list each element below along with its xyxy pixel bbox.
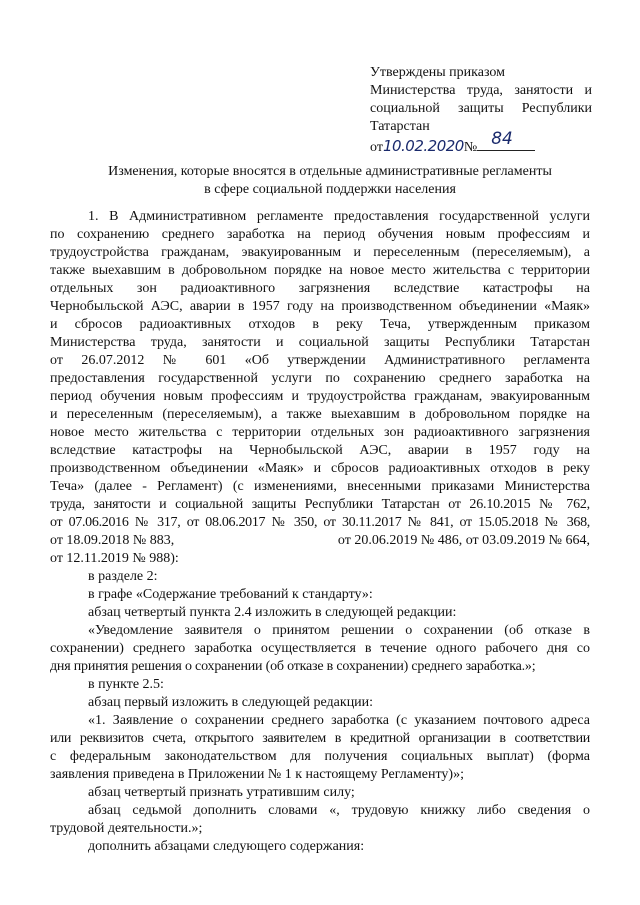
body-line	[50, 262, 590, 280]
body-line	[50, 532, 590, 550]
body-line-text: Теча» (далее - Регламент) (с изменениями, внесенными приказами Министерства	[50, 479, 590, 494]
body-line	[50, 460, 590, 478]
body-line-text: и переселенным (переселяемым), а также выехавшим в добровольном порядке на	[50, 407, 590, 422]
handwritten-number: 84	[491, 129, 513, 149]
body-line-text: от 07.06.2016 № 317, от 08.06.2017 № 350, от 30.11.2017 № 841, от 15.05.2018 № 368,	[50, 515, 590, 530]
body-line	[50, 730, 590, 748]
body-line-text: с федеральным законодательством для получения социальных выплат) (форма	[50, 749, 590, 764]
body-line-text: Министерства труда, занятости и социальной защиты Республики Татарстан	[50, 335, 590, 350]
body-line	[50, 442, 590, 460]
body-line	[50, 406, 590, 424]
body-line-text: период обучения новым профессиям и трудоустройства гражданам, эвакуированным	[50, 389, 590, 404]
body-line: в разделе 2:	[88, 569, 158, 584]
body-line-text: трудоустройства гражданам, эвакуированным и переселенным (переселяемым), а	[50, 245, 590, 260]
body-line: заявления приведена в Приложении № 1 к настоящему Регламенту)»;	[50, 767, 464, 782]
title-line: Изменения, которые вносятся в отдельные административные регламенты	[108, 164, 552, 179]
body-line: трудовой деятельности.»;	[50, 821, 203, 836]
approval-line	[370, 100, 592, 118]
body-line	[50, 424, 590, 442]
body-line	[50, 244, 590, 262]
body-line-text: абзац седьмой дополнить словами «, трудовую книжку либо сведения о	[88, 803, 590, 818]
body-line	[50, 748, 590, 766]
body-line	[50, 622, 590, 640]
body-line-text: также выехавшим в добровольном порядке на новое место жительства с территории	[50, 263, 590, 278]
body-line-text: от 26.07.2012 № 601 «Об утверждении Административного регламента	[50, 353, 590, 368]
body-line-text: новое место жительства с территории отдельных зон радиоактивного загрязнения	[50, 425, 590, 440]
body-line	[50, 496, 590, 514]
approval-line-text: Министерства труда, занятости и	[370, 83, 592, 98]
body-line-text: предоставления государственной услуги по сохранению среднего заработка на	[50, 371, 590, 386]
body-line	[50, 280, 590, 298]
body-line-text: «Уведомление заявителя о принятом решении о сохранении (об отказе в	[88, 623, 590, 638]
body-line	[50, 316, 590, 334]
body-line	[50, 478, 590, 496]
approval-line	[370, 82, 592, 100]
body-line	[50, 334, 590, 352]
approval-date-line	[370, 129, 592, 157]
body-line-text: «1. Заявление о сохранении среднего заработка (с указанием почтового адреса	[88, 713, 590, 728]
body-line: дня принятия решения о сохранении (об отказе в сохранении) среднего заработка.»;	[50, 659, 536, 674]
from-label: от	[370, 140, 383, 155]
body-line: абзац первый изложить в следующей редакции:	[88, 695, 374, 710]
body-line	[50, 298, 590, 316]
body-line-text: производственном объединении «Маяк» и сбросов радиоактивных отходов в реку	[50, 461, 590, 476]
body-line-text: по сохранению среднего заработка на период обучения новым профессиям и	[50, 227, 590, 242]
approval-line-text: социальной защиты Республики	[370, 101, 592, 116]
body-line-text: от 18.09.2018 № 883,	[50, 533, 175, 548]
body-line: от 12.11.2019 № 988):	[50, 551, 179, 566]
body-line-text: и сбросов радиоактивных отходов в реку Теча, утвержденным приказом	[50, 317, 590, 332]
body-line	[50, 388, 590, 406]
body-line-text: вследствие катастрофы на Чернобыльской АЭС, аварии в 1957 году на	[50, 443, 590, 458]
body-line	[50, 802, 590, 820]
body-line	[50, 226, 590, 244]
number-sign: №	[463, 140, 478, 155]
body-line: абзац четвертый пункта 2.4 изложить в следующей редакции:	[88, 605, 457, 620]
body-line: в графе «Содержание требований к стандарту»:	[88, 587, 373, 602]
handwritten-date: 10.02.2020	[382, 137, 464, 155]
body-line	[50, 640, 590, 658]
body-line: абзац четвертый признать утратившим силу;	[88, 785, 355, 800]
body-line	[50, 352, 590, 370]
body-line	[50, 370, 590, 388]
body-line-text: сохранении) среднего заработка осуществляется в течение одного рабочего дня со	[50, 641, 590, 656]
body-line: дополнить абзацами следующего содержания:	[88, 839, 365, 854]
body-line	[50, 514, 590, 532]
body-line	[50, 712, 590, 730]
approval-line: Татарстан	[370, 119, 430, 134]
body-line-text: отдельных зон радиоактивного загрязнения вследствие катастрофы на	[50, 281, 590, 296]
body-line-text: труда, занятости и социальной защиты Республики Татарстан от 26.10.2015 № 762,	[50, 497, 590, 512]
title-line: в сфере социальной поддержки населения	[204, 182, 456, 197]
body-line-text: от 20.06.2019 № 486, от 03.09.2019 № 664,	[337, 533, 590, 548]
body-line	[50, 208, 590, 226]
document-title	[70, 163, 590, 199]
number-underline	[477, 129, 535, 151]
body-line: в пункте 2.5:	[88, 677, 164, 692]
document-body	[50, 208, 590, 856]
body-line-text: Чернобыльской АЭС, аварии в 1957 году на производственном объединении «Маяк»	[50, 299, 590, 314]
approval-line: Утверждены приказом	[370, 65, 506, 80]
approval-block	[370, 64, 592, 157]
body-line-text: 1. В Административном регламенте предоставления государственной услуги	[88, 209, 590, 224]
body-line-text: или реквизитов счета, открытого заявителем в кредитной организации в соответствии	[50, 731, 590, 746]
